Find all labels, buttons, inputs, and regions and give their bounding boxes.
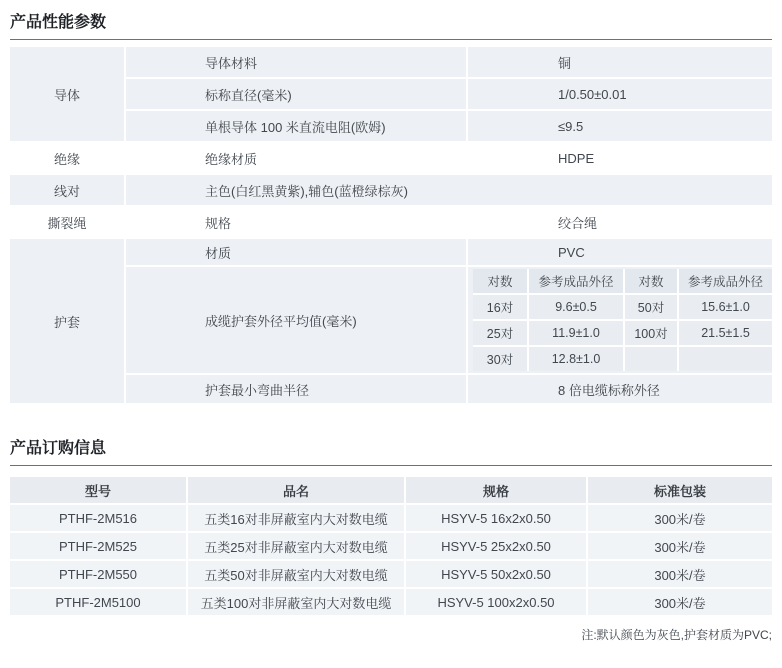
model-cell: PTHF-2M5100 [10,589,186,615]
column-header-packing: 标准包装 [588,477,772,503]
title-divider [10,465,772,466]
ordering-section-title: 产品订购信息 [10,440,107,458]
spec-cell: HSYV-5 25x2x0.50 [406,533,586,559]
packing-cell: 300米/卷 [588,589,772,615]
table-row [126,79,772,109]
od-header-cell: 对数 [625,269,677,293]
footnote: 注:默认颜色为灰色,护套材质为PVC; [581,628,772,643]
od-cell: 12.8±1.0 [529,347,623,371]
table-row [126,175,772,205]
column-header-model: 型号 [10,477,186,503]
ordering-table [10,477,772,615]
group-label: 导体 [10,47,124,141]
od-cell: 16对 [473,295,527,319]
table-row [126,111,772,141]
table-row [126,143,772,173]
param-cell: 材质 [126,239,466,265]
column-header-name: 品名 [188,477,404,503]
od-header-cell: 参考成品外径 [529,269,623,293]
od-cell: 11.9±1.0 [529,321,623,345]
od-header-cell: 参考成品外径 [679,269,772,293]
sheath-od-table [473,269,772,371]
name-cell: 五类50对非屏蔽室内大对数电缆 [188,561,404,587]
packing-cell: 300米/卷 [588,533,772,559]
value-cell: 8 倍电缆标称外径 [468,375,772,403]
performance-section [10,13,772,403]
group-content [126,207,772,237]
name-cell: 五类100对非屏蔽室内大对数电缆 [188,589,404,615]
group-content [126,47,772,141]
od-cell [625,347,677,371]
od-cell: 30对 [473,347,527,371]
value-cell: ≤9.5 [468,111,772,141]
od-cell: 9.6±0.5 [529,295,623,319]
name-cell: 五类16对非屏蔽室内大对数电缆 [188,505,404,531]
spec-cell: HSYV-5 50x2x0.50 [406,561,586,587]
group-row-pairs [10,175,772,205]
table-row [126,207,772,237]
group-label: 护套 [10,239,124,403]
group-content [126,143,772,173]
group-row-ripcord [10,207,772,237]
param-cell: 规格 [126,207,466,237]
param-cell: 成缆护套外径平均值(毫米) [126,267,466,373]
spec-cell: HSYV-5 16x2x0.50 [406,505,586,531]
value-cell: 铜 [468,47,772,77]
table-row [126,239,772,265]
group-row-sheath [10,239,772,403]
od-cell: 100对 [625,321,677,345]
packing-cell: 300米/卷 [588,505,772,531]
value-cell: 绞合绳 [468,207,772,237]
performance-table [10,47,772,403]
table-row [126,267,772,373]
group-content [126,239,772,403]
group-content [126,175,772,205]
param-cell: 单根导体 100 米直流电阻(欧姆) [126,111,466,141]
table-row [126,47,772,77]
model-cell: PTHF-2M516 [10,505,186,531]
model-cell: PTHF-2M525 [10,533,186,559]
product-spec-page [0,13,782,643]
group-label: 撕裂绳 [10,207,124,237]
param-cell: 护套最小弯曲半径 [126,375,466,403]
od-cell: 15.6±1.0 [679,295,772,319]
od-cell: 50对 [625,295,677,319]
title-divider [10,39,772,40]
packing-cell: 300米/卷 [588,561,772,587]
od-cell: 21.5±1.5 [679,321,772,345]
param-cell: 绝缘材质 [126,143,466,173]
spec-cell: HSYV-5 100x2x0.50 [406,589,586,615]
value-cell: PVC [468,239,772,265]
group-label: 绝缘 [10,143,124,173]
param-cell: 标称直径(毫米) [126,79,466,109]
ordering-section [10,439,772,643]
param-cell: 导体材料 [126,47,466,77]
group-row-conductor [10,47,772,141]
table-row [126,375,772,403]
model-cell: PTHF-2M550 [10,561,186,587]
column-header-spec: 规格 [406,477,586,503]
od-header-cell: 对数 [473,269,527,293]
od-cell [679,347,772,371]
name-cell: 五类25对非屏蔽室内大对数电缆 [188,533,404,559]
group-label: 线对 [10,175,124,205]
group-row-insulation [10,143,772,173]
performance-section-title: 产品性能参数 [10,14,107,31]
value-cell: 1/0.50±0.01 [468,79,772,109]
value-cell [468,267,772,373]
od-cell: 25对 [473,321,527,345]
value-cell: HDPE [468,143,772,173]
merged-value-cell: 主色(白红黑黄紫),辅色(蓝橙绿棕灰) [126,175,772,205]
